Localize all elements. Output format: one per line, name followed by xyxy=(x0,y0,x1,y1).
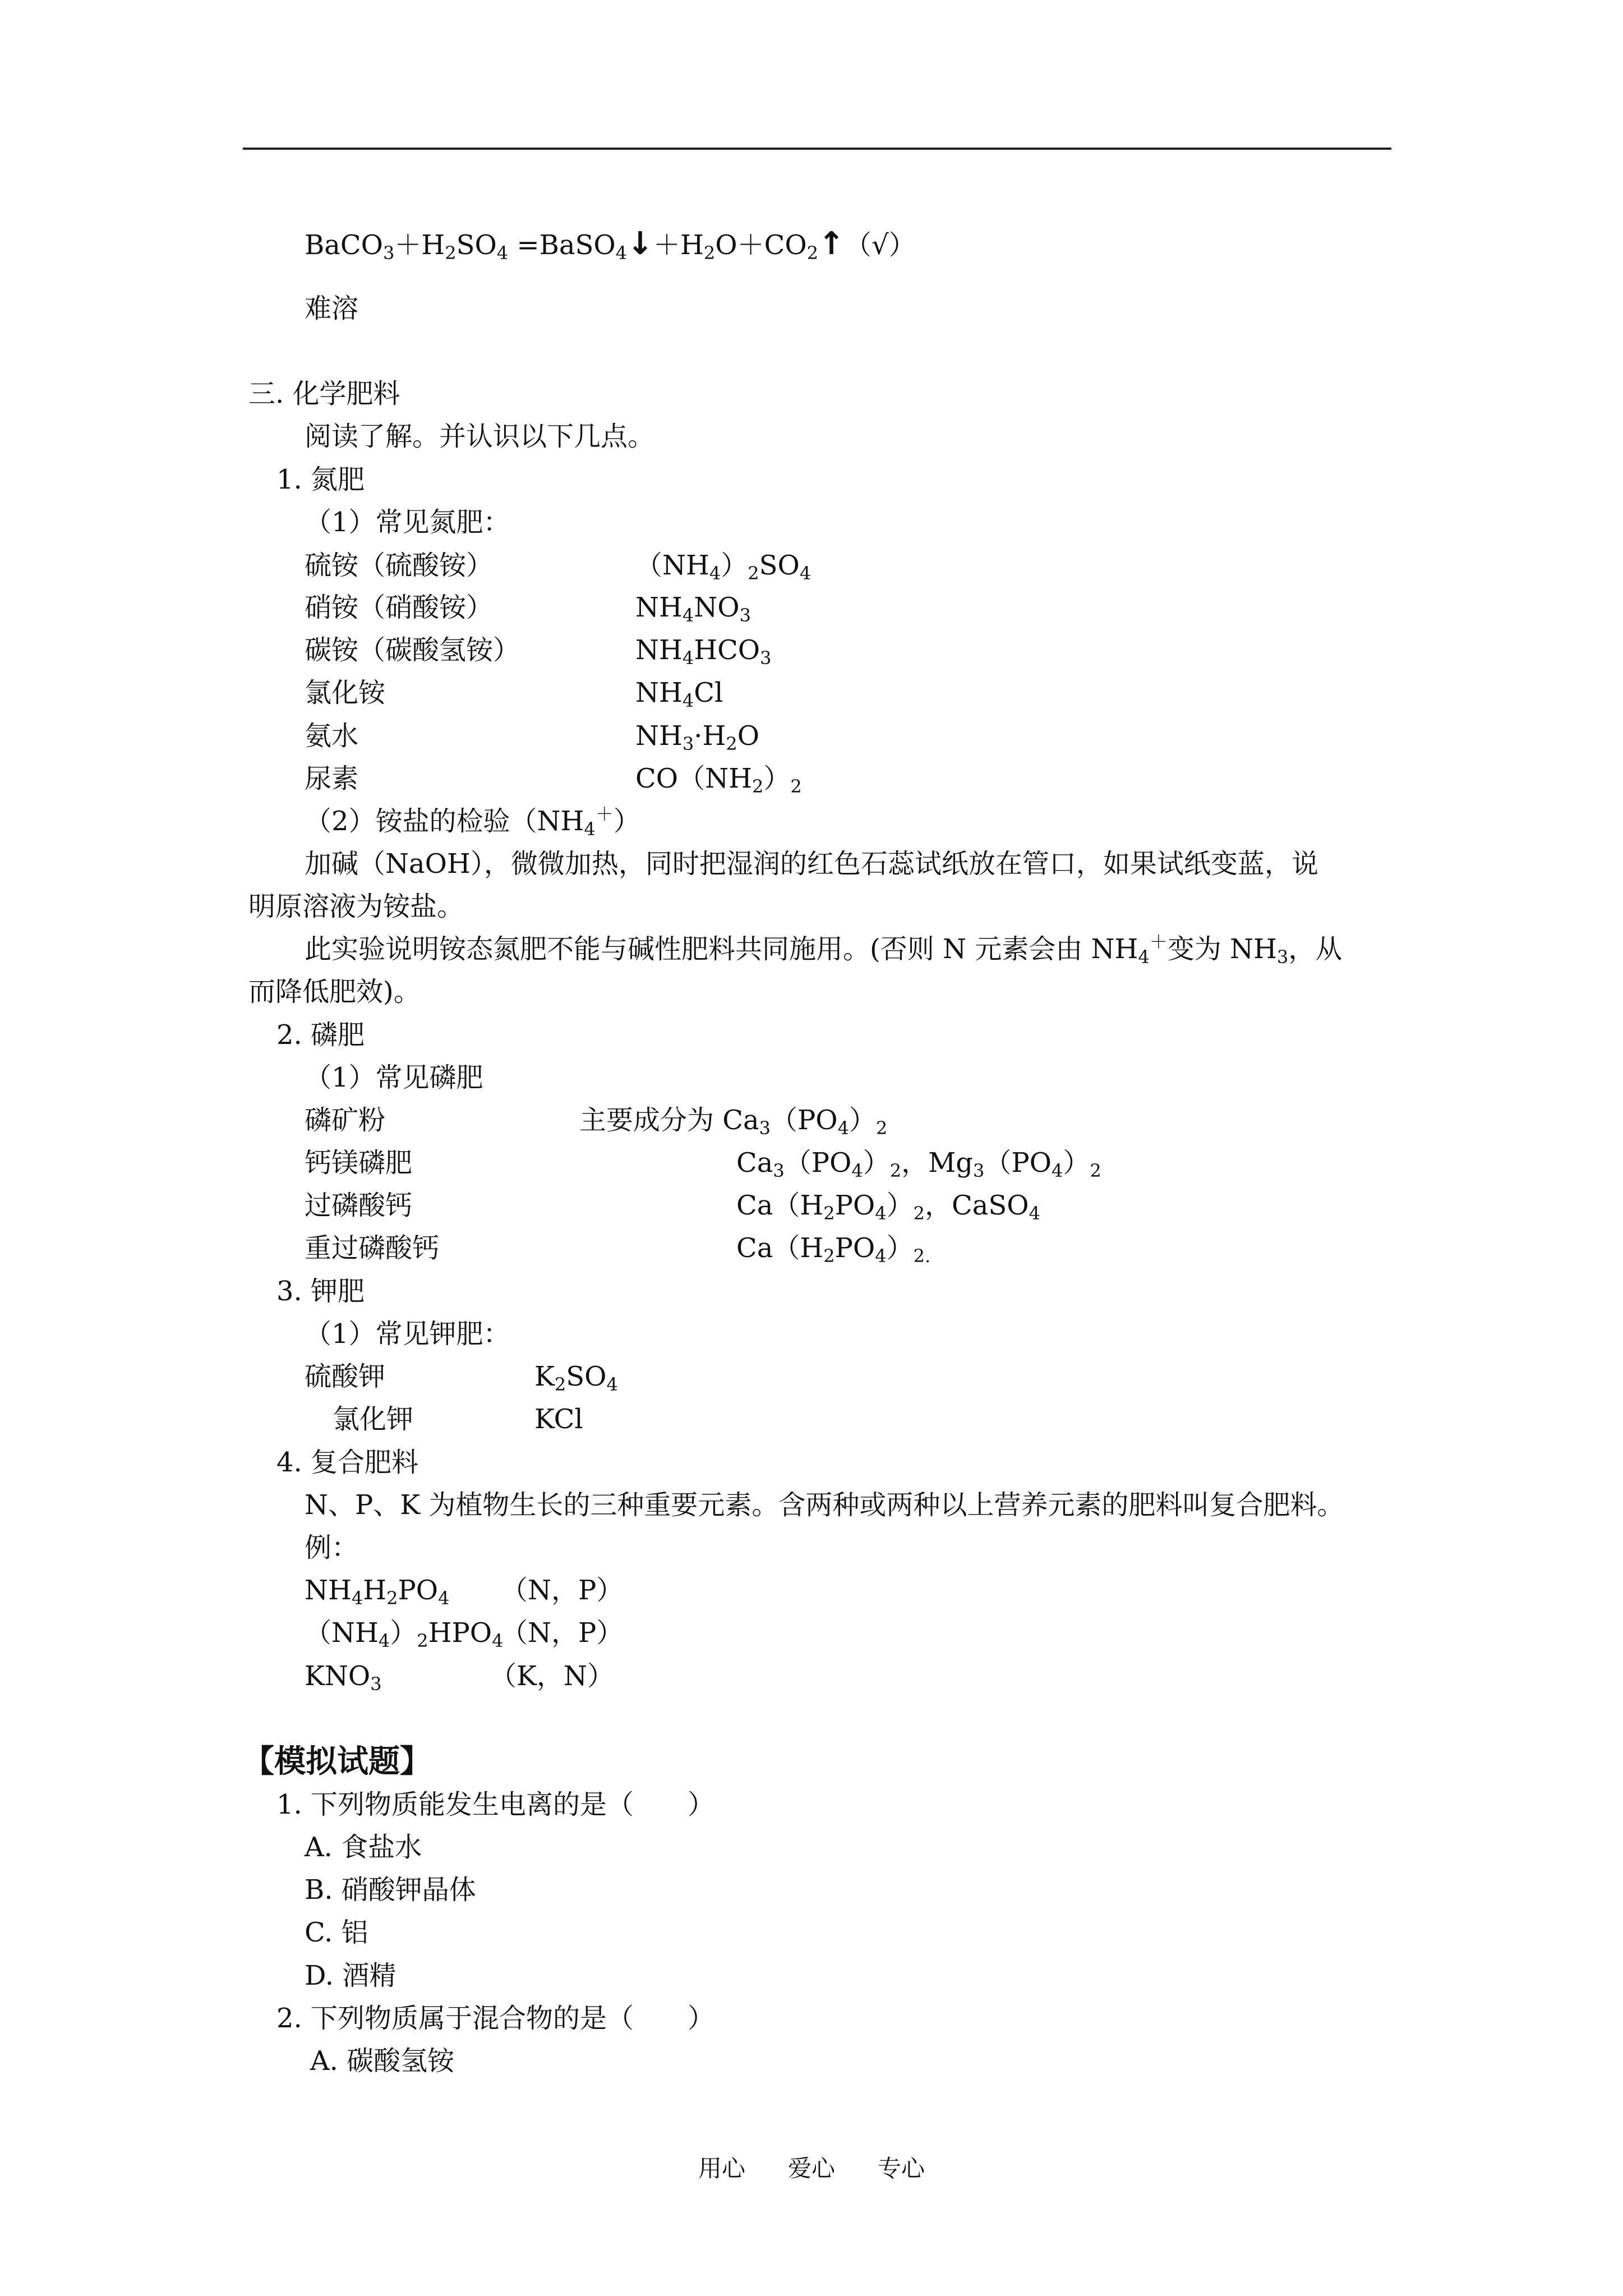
fertilizer-row: 钙镁磷肥 xyxy=(305,1147,413,1179)
page-footer: 用心 爱心 专心 xyxy=(698,2155,925,2182)
compound-elements: （K，N） xyxy=(490,1660,614,1692)
fertilizer-formula: $(NH_4)_2SO_4$ xyxy=(635,550,811,584)
fertilizer-row: 碳铵（碳酸氢铵） xyxy=(305,634,520,666)
fertilizer-formula: $Ca(H_2PO_4)_2$，CaSO$_4$ xyxy=(736,1190,1040,1224)
fertilizer-formula: $Ca_3(PO_4)_2$，$Mg_3(PO_4)_2$ xyxy=(736,1147,1101,1181)
option-b: B. 硝酸钾晶体 xyxy=(305,1874,476,1906)
compound-elements: （N，P） xyxy=(501,1617,624,1649)
compound-formula: $(NH_4)_2HPO_4$ xyxy=(305,1617,504,1651)
compound-formula: $KNO_3$ xyxy=(305,1660,382,1695)
fertilizer-formula: $NH_4NO_3$ xyxy=(635,592,751,626)
fertilizer-row: 氯化钾 xyxy=(333,1404,414,1435)
compound-formula: $NH_4H_2PO_4$ xyxy=(305,1575,450,1609)
compound-elements: （N，P） xyxy=(501,1575,624,1606)
header-rule xyxy=(243,148,1391,150)
ammonium-test-text: 加碱（NaOH），微微加热，同时把湿润的红色石蕊试纸放在管口，如果试纸变蓝，说 xyxy=(305,848,1318,880)
down-arrow-icon: ↓ xyxy=(627,226,654,262)
exercises-heading: 【模拟试题】 xyxy=(243,1743,431,1780)
phosphorus-title: 2. 磷肥 xyxy=(276,1019,365,1051)
fertilizer-row: 尿素 xyxy=(305,763,359,794)
ammonium-note: 而降低肥效)。 xyxy=(248,976,421,1007)
fertilizer-formula: $NH_4Cl$ xyxy=(635,677,723,711)
compound-example: 例： xyxy=(305,1532,359,1563)
fertilizer-formula: $NH_3\cdot H_2O$ xyxy=(635,720,760,754)
section-title: 三. 化学肥料 xyxy=(248,378,400,409)
fertilizer-formula: KCl xyxy=(534,1404,583,1435)
nitrogen-title: 1. 氮肥 xyxy=(276,464,365,495)
reaction-equation: $BaCO_3+H_2SO_4$ $=BaSO_4↓+H_2O+CO_2↑(√)$ xyxy=(305,226,916,264)
option-a: A. 食盐水 xyxy=(305,1832,422,1863)
potassium-subtitle: （1）常见钾肥： xyxy=(305,1318,510,1350)
option-a: A. 碳酸氢铵 xyxy=(310,2045,455,2077)
potassium-title: 3. 钾肥 xyxy=(276,1276,365,1307)
fertilizer-formula: $CO(NH_2)_2$ xyxy=(635,763,802,797)
question-1: 1. 下列物质能发生电离的是（ ） xyxy=(276,1789,715,1820)
fertilizer-formula: $NH_4HCO_3$ xyxy=(635,634,772,669)
ammonium-test-text: 明原溶液为铵盐。 xyxy=(248,891,464,922)
option-d: D. 酒精 xyxy=(305,1960,396,1991)
up-arrow-icon: ↑ xyxy=(818,226,845,262)
question-2: 2. 下列物质属于混合物的是（ ） xyxy=(276,2003,715,2034)
ammonium-test-title: （2）铵盐的检验$(NH_4^+)$ xyxy=(305,803,640,840)
section-intro: 阅读了解。并认识以下几点。 xyxy=(305,421,655,452)
reaction-note: 难溶 xyxy=(305,293,359,324)
compound-title: 4. 复合肥料 xyxy=(276,1447,419,1478)
fertilizer-row: 硫铵（硫酸铵） xyxy=(305,550,494,581)
compound-desc: N、P、K 为植物生长的三种重要元素。含两种或两种以上营养元素的肥料叫复合肥料。 xyxy=(305,1489,1344,1521)
fertilizer-formula: $Ca(H_2PO_4)_{2.}$ xyxy=(736,1232,931,1267)
fertilizer-row: 氯化铵 xyxy=(305,677,386,708)
option-c: C. 铝 xyxy=(305,1917,368,1948)
fertilizer-row: 磷矿粉 xyxy=(305,1105,386,1136)
fertilizer-row: 硫酸钾 xyxy=(305,1361,386,1392)
nitrogen-subtitle: （1）常见氮肥： xyxy=(305,507,510,538)
fertilizer-row: 重过磷酸钙 xyxy=(305,1232,440,1264)
fertilizer-row: 过磷酸钙 xyxy=(305,1190,413,1221)
fertilizer-row: 氨水 xyxy=(305,720,359,752)
fertilizer-formula: 主要成分为 $Ca_3(PO_4)_2$ xyxy=(579,1105,888,1139)
phosphorus-subtitle: （1）常见磷肥 xyxy=(305,1062,483,1093)
ammonium-note: 此实验说明铵态氮肥不能与碱性肥料共同施用。(否则 N 元素会由 $NH_4^+$变为 $NH_3$，从 xyxy=(305,931,1343,968)
fertilizer-formula: $K_2SO_4$ xyxy=(534,1361,618,1395)
fertilizer-row: 硝铵（硝酸铵） xyxy=(305,592,494,623)
